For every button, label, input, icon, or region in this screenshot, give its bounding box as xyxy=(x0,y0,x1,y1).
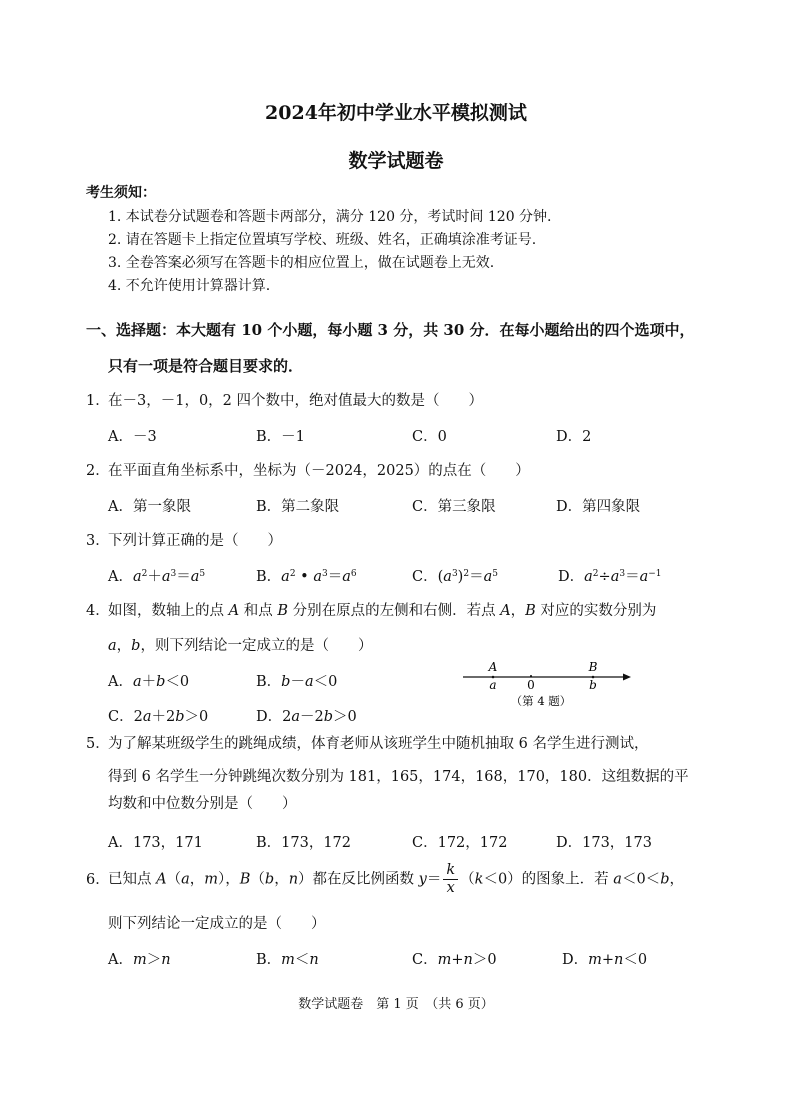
q6-option-c: C．m+n＞0 xyxy=(412,952,497,968)
q1-option-b: B．－1 xyxy=(256,429,305,445)
notice-item: 2. 请在答题卡上指定位置填写学校、班级、姓名，正确填涂准考证号. xyxy=(108,232,537,248)
question-number: 5． xyxy=(86,736,110,752)
point-a-label: A xyxy=(488,660,498,674)
question-4: 4．如图，数轴上的点 A 和点 B 分别在原点的左侧和右侧．若点 A，B 对应的实数分别为 xyxy=(86,599,656,620)
question-number: 3． xyxy=(86,533,110,549)
section-heading: 一、选择题：本大题有 10 个小题，每小题 3 分，共 30 分．在每小题给出的四个选项中， xyxy=(86,321,695,339)
question-5 xyxy=(86,732,648,753)
q2-option-a: A．第一象限 xyxy=(108,499,191,515)
q3-option-d: D．$a^2\div a^3=a^{-1}$ xyxy=(558,569,662,585)
q5-option-d: D．173，173 xyxy=(556,835,652,851)
q1-option-a: A．－3 xyxy=(108,429,157,445)
notice-heading: 考生须知： xyxy=(86,185,156,201)
question-stem: 在平面直角坐标系中，坐标为（－2024，2025）的点在（ ） xyxy=(108,463,530,479)
point-b-label: B xyxy=(588,660,598,674)
question-stem: 下列计算正确的是（ ） xyxy=(108,533,282,549)
question-number: 6． xyxy=(86,871,110,888)
q4-number-line-figure xyxy=(455,656,640,714)
q5-option-a: A．173，171 xyxy=(108,835,203,851)
page-subtitle: 数学试题卷 xyxy=(348,150,444,172)
q1-option-c: C．0 xyxy=(412,429,447,445)
notice-item: 4. 不允许使用计算器计算. xyxy=(108,278,271,294)
number-line-arrow xyxy=(623,674,631,681)
question-4-cont: a，b，则下列结论一定成立的是（ ） xyxy=(108,638,373,654)
q4-option-c: C．2a＋2b＞0 xyxy=(108,709,209,725)
section-heading-cont: 只有一项是符合题目要求的． xyxy=(108,357,304,375)
q6-option-d: D．m+n＜0 xyxy=(562,952,648,968)
notice-item: 1. 本试卷分试题卷和答题卡两部分，满分 120 分，考试时间 120 分钟. xyxy=(108,209,552,225)
point-a-value: a xyxy=(489,678,497,692)
page-title: 2024年初中学业水平模拟测试 xyxy=(265,102,527,124)
question-2 xyxy=(86,459,530,480)
q1-option-d: D．2 xyxy=(556,429,592,445)
q6-option-a: A．m＞n xyxy=(108,952,171,968)
question-1 xyxy=(86,389,483,410)
q4-option-b: B．b－a＜0 xyxy=(256,674,338,690)
q2-option-b: B．第二象限 xyxy=(256,499,340,515)
q5-option-b: B．173，172 xyxy=(256,835,352,851)
question-number: 4． xyxy=(86,603,110,619)
q3-option-b: B．$a^2$ • $a^3=a^6$ xyxy=(256,569,357,585)
q5-option-c: C．172，172 xyxy=(412,835,508,851)
q2-option-d: D．第四象限 xyxy=(556,499,641,515)
figure-caption: （第 4 题） xyxy=(510,694,572,708)
point-b-value: b xyxy=(589,678,597,692)
question-6-cont: 则下列结论一定成立的是（ ） xyxy=(108,916,326,932)
q3-option-c: C．$(a^3)^2=a^5$ xyxy=(412,569,498,585)
fraction-k-over-x: $\frac{k}{x}$ xyxy=(443,862,458,897)
question-5-cont: 得到 6 名学生一分钟跳绳次数分别为 181，165，174，168，170，180．这组数据的平 xyxy=(108,769,689,785)
page-footer: 数学试题卷 第 1 页 （共 6 页） xyxy=(298,997,494,1012)
question-stem: 在－3，－1，0，2 四个数中，绝对值最大的数是（ ） xyxy=(108,393,484,409)
notice-item: 3. 全卷答案必须写在答题卡的相应位置上，做在试题卷上无效. xyxy=(108,255,495,271)
q4-option-d: D．2a－2b＞0 xyxy=(256,709,357,725)
question-6: 6．已知点 A（a，m），B（b，n）都在反比例函数 y＝ $\frac{k}{x}$ （k＜0）的图象上．若 a＜0＜b， xyxy=(86,862,684,896)
q3-option-a: A．$a^2+a^3=a^5$ xyxy=(108,569,206,585)
question-3 xyxy=(86,529,282,550)
origin-label: 0 xyxy=(527,678,535,692)
q2-option-c: C．第三象限 xyxy=(412,499,496,515)
question-5-cont: 均数和中位数分别是（ ） xyxy=(108,796,297,812)
q4-option-a: A．a＋b＜0 xyxy=(108,674,190,690)
question-stem: 为了解某班级学生的跳绳成绩，体育老师从该班学生中随机抽取 6 名学生进行测试， xyxy=(108,736,649,752)
question-number: 2． xyxy=(86,463,110,479)
origin-dot xyxy=(530,675,532,677)
q6-option-b: B．m＜n xyxy=(256,952,319,968)
question-number: 1． xyxy=(86,393,110,409)
